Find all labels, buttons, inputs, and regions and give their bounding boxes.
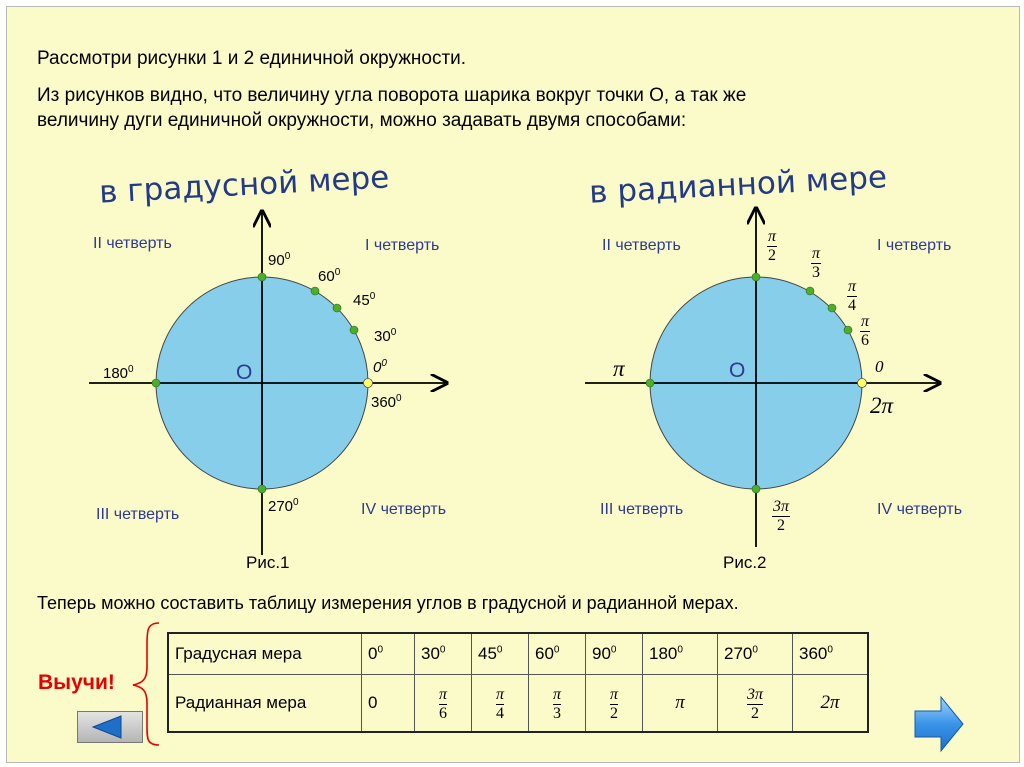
point-pi3 [806, 287, 814, 295]
point-pi2 [752, 273, 760, 281]
angle-30: $30^0$ [374, 327, 397, 345]
point-0 [364, 379, 373, 388]
angle-45: $45^0$ [353, 291, 376, 309]
angle-0: $0^0$ [373, 358, 387, 376]
label-pi-over-6: π 6 [861, 313, 870, 349]
degree-cell: $270^0$ [718, 633, 793, 675]
radian-cell: $\frac{3\pi}{2}$ [718, 675, 793, 733]
left-arrow-icon [77, 711, 143, 743]
point-zero [858, 379, 867, 388]
label-two-pi: 2π [870, 393, 894, 418]
radian-cell: π [643, 675, 718, 733]
point-45 [333, 304, 341, 312]
label-pi-over-3: π 3 [812, 245, 821, 281]
degree-cell: $180^0$ [643, 633, 718, 675]
point-180 [152, 379, 160, 387]
intro-line-1: Рассмотри рисунки 1 и 2 единичной окружности. [37, 48, 467, 69]
angle-60: $60^0$ [318, 267, 341, 285]
degree-mode-title: в градусной мере [98, 159, 391, 211]
table-intro: Теперь можно составить таблицу измерения углов в градусной и радианной мерах. [37, 593, 739, 613]
angle-table [167, 632, 869, 733]
label-zero: 0 [875, 357, 884, 376]
angle-180: $180^0$ [103, 364, 134, 382]
label-three-pi-over-2: 3π 2 [773, 498, 790, 534]
figure-2-caption: Рис.2 [723, 553, 767, 572]
right-arrow-icon [913, 695, 965, 753]
radian-cell: $\frac{\pi}{2}$ [586, 675, 643, 733]
point-pi4 [828, 304, 836, 312]
radian-cell: 2π [793, 675, 869, 733]
radian-origin-label: О [729, 359, 746, 382]
degree-quadrant-3: III четверть [96, 506, 180, 523]
degree-cell: $60^0$ [529, 633, 586, 675]
degree-origin-label: О [236, 361, 253, 384]
point-3pi2 [752, 485, 760, 493]
point-pi6 [844, 326, 852, 334]
learn-label: Выучи! [38, 671, 115, 694]
degree-header-cell: Градусная мера [168, 633, 362, 675]
radian-header-cell: Радианная мера [168, 675, 362, 733]
point-90 [258, 273, 266, 281]
degree-quadrant-4: IV четверть [361, 501, 447, 518]
radian-cell: $\frac{\pi}{6}$ [415, 675, 472, 733]
label-pi-over-2: π 2 [768, 228, 777, 264]
point-pi [646, 379, 654, 387]
degree-cell: $45^0$ [472, 633, 529, 675]
prev-slide-button[interactable] [77, 711, 143, 748]
degree-cell: $30^0$ [415, 633, 472, 675]
next-slide-button[interactable] [913, 695, 965, 758]
radian-quadrant-1: I четверть [877, 237, 952, 254]
intro-line-3: величину дуги единичной окружности, можно задавать двумя способами: [37, 110, 687, 131]
label-pi: π [613, 356, 625, 381]
label-pi-over-4: π 4 [848, 278, 857, 314]
angle-270: $270^0$ [268, 497, 299, 515]
radian-quadrant-3: III четверть [600, 501, 684, 518]
table-row-degrees [168, 633, 868, 675]
radian-quadrant-2: II четверть [602, 237, 681, 254]
point-60 [311, 287, 319, 295]
degree-cell: $90^0$ [586, 633, 643, 675]
radian-cell: $\frac{\pi}{3}$ [529, 675, 586, 733]
point-30 [350, 326, 358, 334]
degree-quadrant-2: II четверть [93, 235, 172, 252]
radian-cell: $\frac{\pi}{4}$ [472, 675, 529, 733]
degree-cell: $360^0$ [793, 633, 869, 675]
intro-line-2: Из рисунков видно, что величину угла поворота шарика вокруг точки О, а так же [37, 85, 747, 106]
slide [6, 6, 1020, 763]
angle-360: $360^0$ [371, 393, 402, 411]
table-row-radians [168, 675, 868, 733]
degree-quadrant-1: I четверть [365, 237, 440, 254]
figure-1-caption: Рис.1 [246, 553, 290, 572]
point-270 [258, 485, 266, 493]
radian-cell: 0 [362, 675, 415, 733]
radian-mode-title: в радианной мере [588, 159, 888, 211]
angle-90: $90^0$ [268, 251, 291, 269]
radian-quadrant-4: IV четверть [877, 501, 963, 518]
degree-cell: $0^0$ [362, 633, 415, 675]
